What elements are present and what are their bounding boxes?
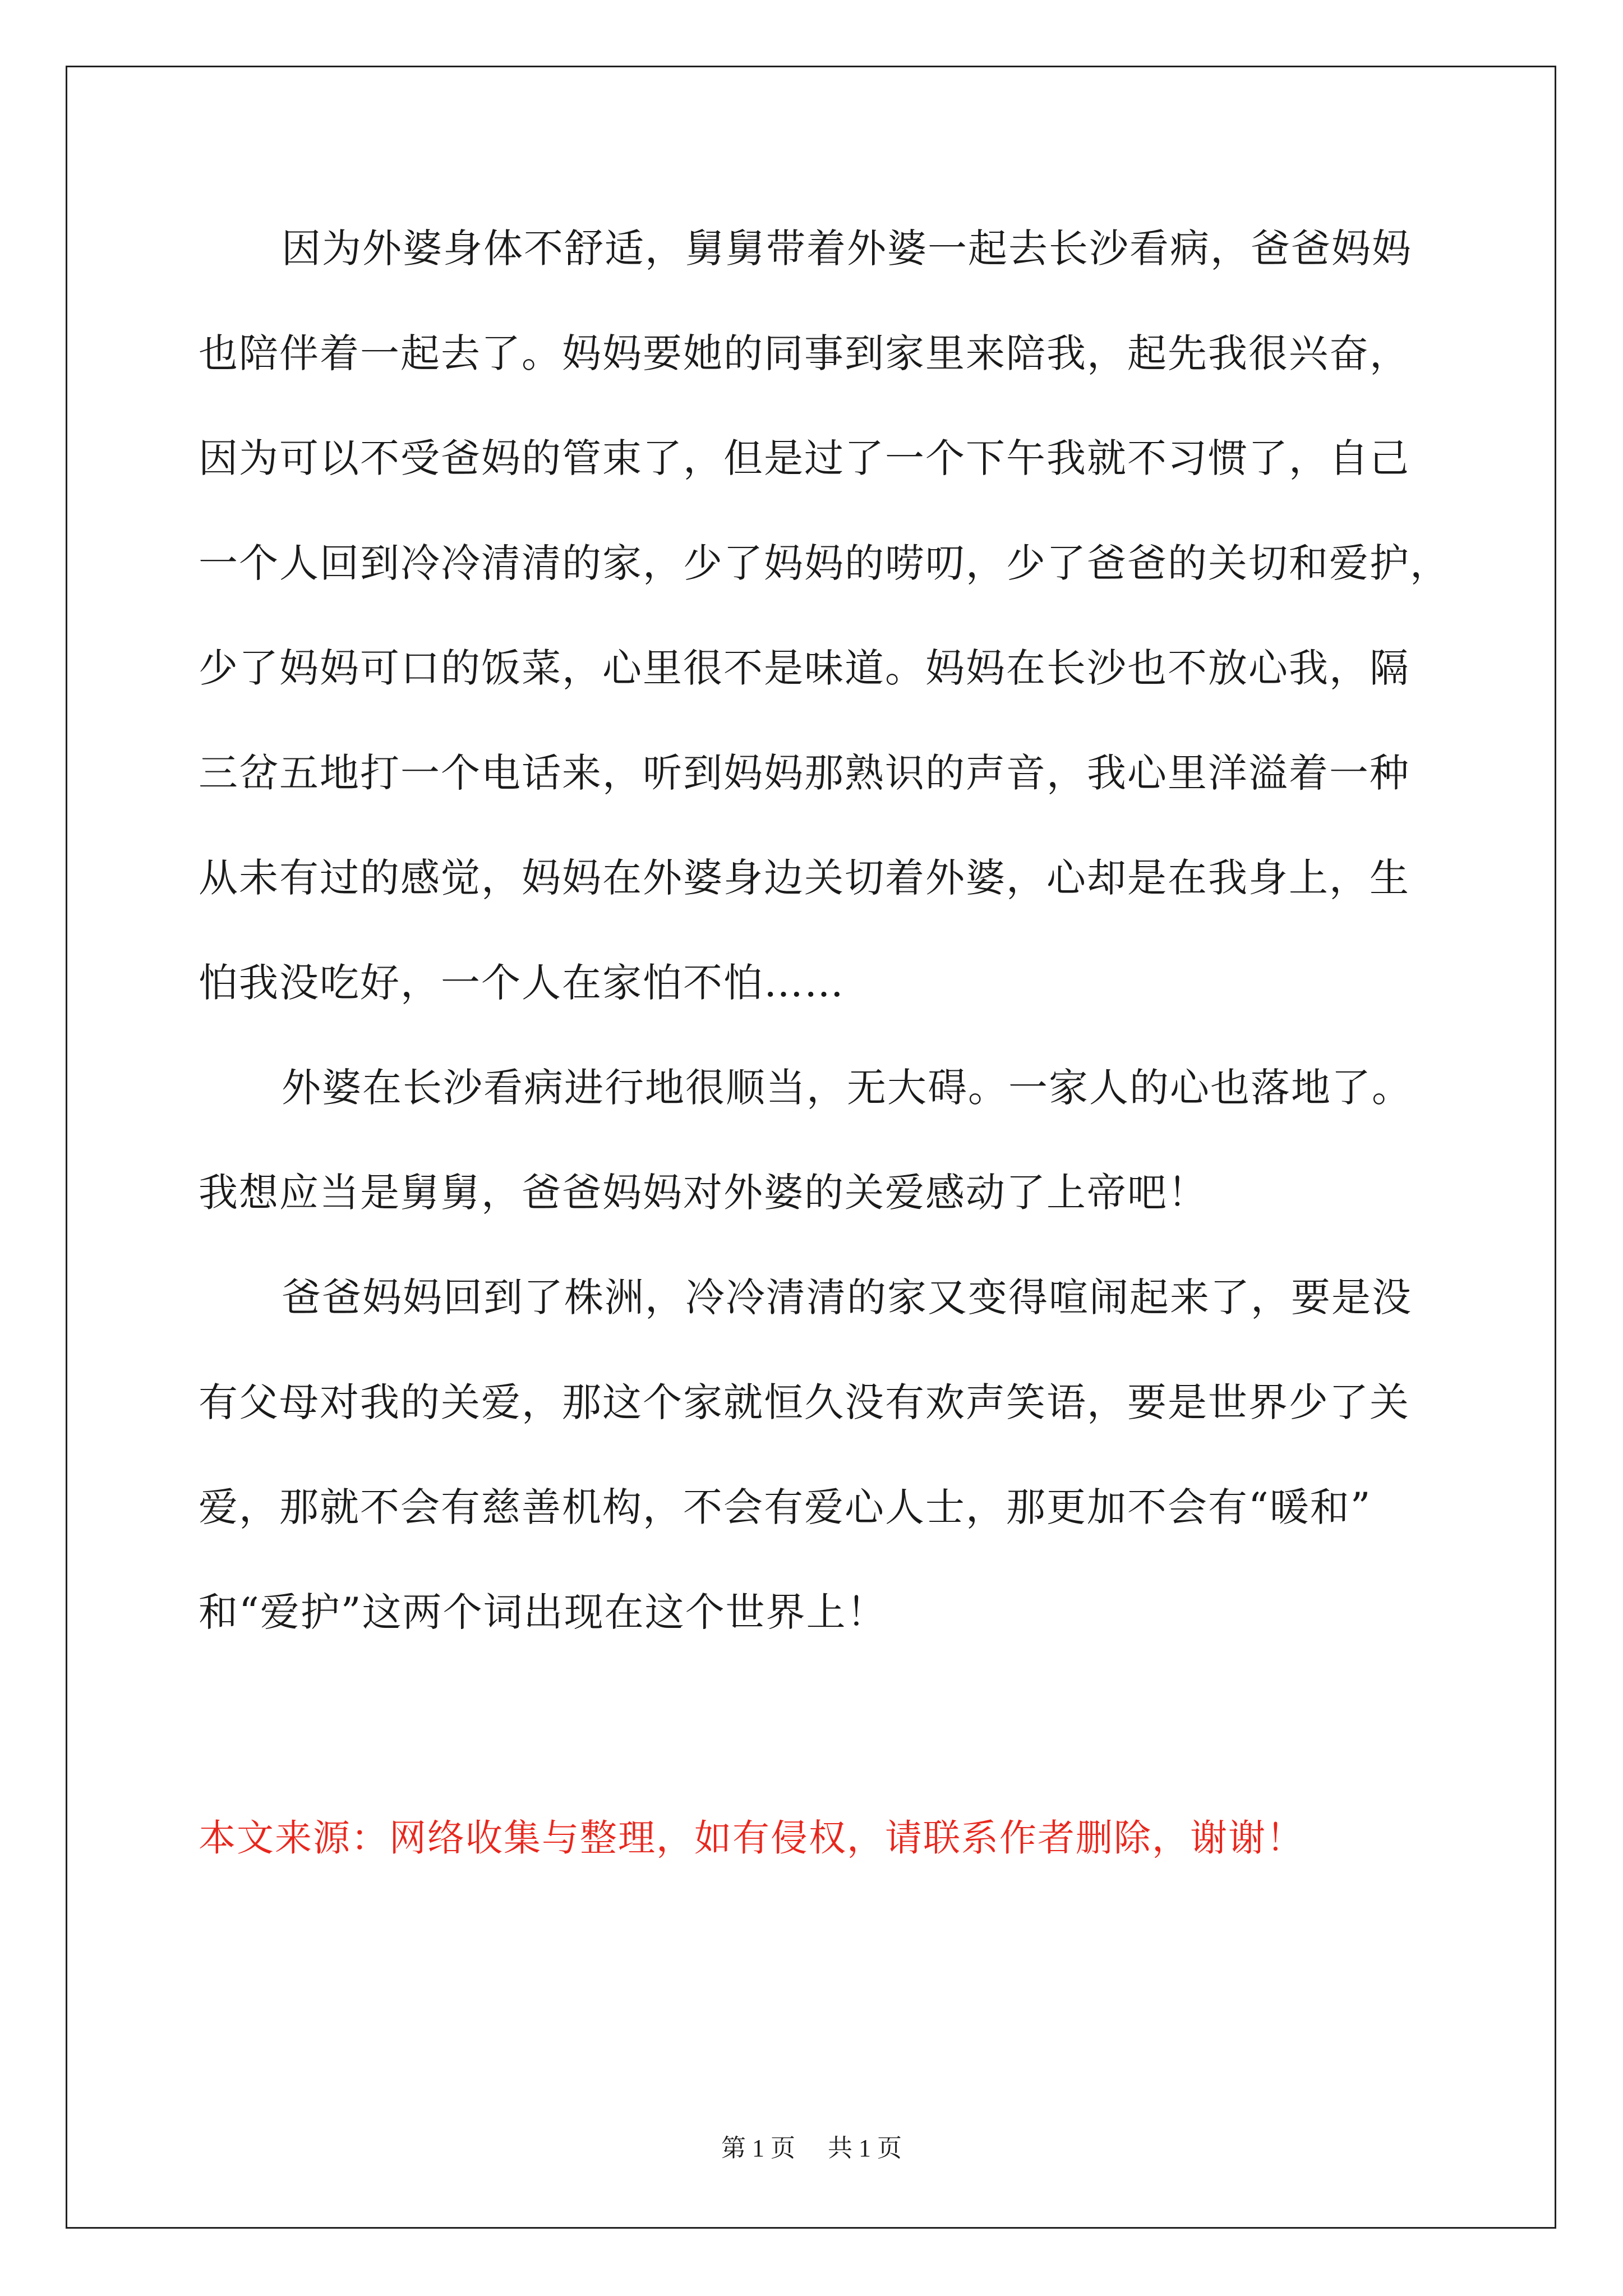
paragraph-1-line-5: 少了妈妈可口的饭菜，心里很不是味道。妈妈在长沙也不放心我，隔 xyxy=(199,645,1410,691)
source-disclaimer: 本文来源：网络收集与整理，如有侵权，请联系作者删除，谢谢！ xyxy=(199,1816,1304,1860)
paragraph-1-line-3: 因为可以不受爸妈的管束了，但是过了一个下午我就不习惯了，自己 xyxy=(199,435,1410,481)
page-current-label: 第 1 页 xyxy=(721,2134,795,2162)
paragraph-1-line-4: 一个人回到冷冷清清的家，少了妈妈的唠叨，少了爸爸的关切和爱护， xyxy=(199,540,1450,586)
document-body xyxy=(199,218,1458,1686)
paragraph-3-line-1: 爸爸妈妈回到了株洲，冷冷清清的家又变得喧闹起来了，要是没 xyxy=(282,1274,1412,1320)
page-number-footer xyxy=(0,2132,1623,2165)
paragraph-1-line-1: 因为外婆身体不舒适，舅舅带着外婆一起去长沙看病，爸爸妈妈 xyxy=(282,226,1412,272)
paragraph-3-line-4: 和“爱护”这两个词出现在这个世界上！ xyxy=(199,1589,887,1635)
paragraph-2-line-2: 我想应当是舅舅，爸爸妈妈对外婆的关爱感动了上帝吧！ xyxy=(199,1170,1208,1216)
paragraph-1-line-2: 也陪伴着一起去了。妈妈要她的同事到家里来陪我，起先我很兴奋， xyxy=(199,330,1410,376)
paragraph-1-line-7: 从未有过的感觉，妈妈在外婆身边关切着外婆，心却是在我身上，生 xyxy=(199,855,1410,901)
page-total-label: 共 1 页 xyxy=(828,2134,902,2162)
paragraph-3-line-2: 有父母对我的关爱，那这个家就恒久没有欢声笑语，要是世界少了关 xyxy=(199,1379,1410,1425)
paragraph-1-line-6: 三岔五地打一个电话来，听到妈妈那熟识的声音，我心里洋溢着一种 xyxy=(199,750,1410,796)
paragraph-3-line-3: 爱，那就不会有慈善机构，不会有爱心人士，那更加不会有“暖和” xyxy=(199,1484,1372,1530)
paragraph-2-line-1: 外婆在长沙看病进行地很顺当，无大碍。一家人的心也落地了。 xyxy=(282,1065,1412,1111)
paragraph-1-line-8: 怕我没吃好，一个人在家怕不怕…… xyxy=(199,960,845,1006)
